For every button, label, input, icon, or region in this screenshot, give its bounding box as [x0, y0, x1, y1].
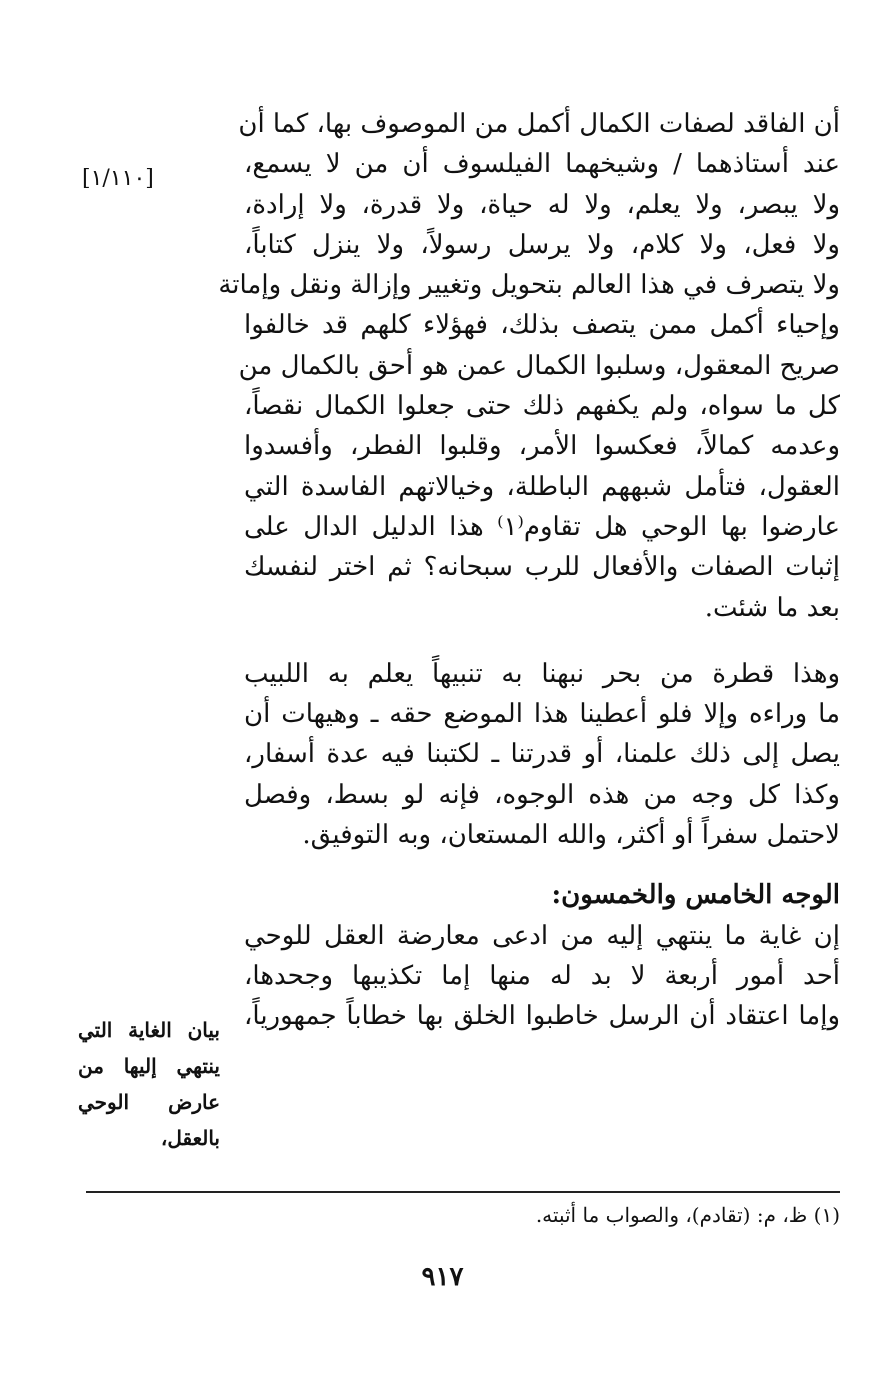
side-note-line: عارض الوحي	[78, 1090, 220, 1114]
text-line: أحد أمور أربعة لا بد له منها إما تكذيبها وجحدها،	[244, 960, 840, 991]
side-note	[78, 1012, 220, 1156]
text-line: صريح المعقول، وسلبوا الكمال عمن هو أحق بالكمال من	[238, 350, 840, 381]
text-line: وهذا قطرة من بحر نبهنا به تنبيهاً يعلم به اللبيب	[244, 658, 840, 689]
text-line: وكذا كل وجه من هذه الوجوه، فإنه لو بسط، وفصل	[244, 779, 840, 810]
text-line: ولا يبصر، ولا يعلم، ولا له حياة، ولا قدرة، ولا إرادة،	[244, 189, 840, 220]
text-line: العقول، فتأمل شبههم الباطلة، وخيالاتهم الفاسدة التي	[244, 471, 840, 502]
text-line: إن غاية ما ينتهي إليه من ادعى معارضة العقل للوحي	[244, 920, 840, 951]
side-note-line: بيان الغاية التي	[78, 1018, 220, 1042]
text-line: وإما اعتقاد أن الرسل خاطبوا الخلق بها خطاباً جمهورياً،	[244, 1001, 840, 1032]
text-line: بعد ما شئت.	[704, 592, 840, 623]
text-line: وإحياء أكمل ممن يتصف بذلك، فهؤلاء كلهم قد خالفوا	[244, 310, 840, 341]
text-line: ولا يتصرف في هذا العالم بتحويل وتغيير وإزالة ونقل وإماتة	[218, 270, 840, 301]
text-line: أن الفاقد لصفات الكمال أكمل من الموصوف بها، كما أن	[238, 109, 840, 139]
footnote-divider	[86, 1191, 840, 1193]
side-note-line: ينتهي إليها من	[78, 1054, 220, 1078]
side-note-line: بالعقل،	[160, 1126, 220, 1150]
text-line: يصل إلى ذلك علمنا، أو قدرتنا ـ لكتبنا فيه عدة أسفار،	[244, 739, 840, 770]
paragraph-3	[244, 916, 840, 1037]
heading-text: الوجه الخامس والخمسون:	[551, 880, 840, 911]
main-text	[218, 104, 840, 1037]
text-line: عارضوا بها الوحي هل تقاوم⁽١⁾ هذا الدليل الدال على	[244, 511, 840, 542]
text-line: عند أستاذهما / وشيخهما الفيلسوف أن من لا يسمع،	[244, 149, 840, 180]
text-line: ما وراءه وإلا فلو أعطينا هذا الموضع حقه ـ وهيهات أن	[244, 699, 840, 730]
section-heading	[244, 875, 840, 915]
footnote: (١) ظ، م: (تقادم)، والصواب ما أثبته.	[535, 1203, 840, 1227]
page-number: ٩١٧	[421, 1262, 464, 1292]
text-line: لاحتمل سفراً أو أكثر، والله المستعان، وبه التوفيق.	[302, 820, 840, 851]
paragraph-1	[218, 104, 840, 628]
text-line: إثبات الصفات والأفعال للرب سبحانه؟ ثم اختر لنفسك	[244, 552, 840, 583]
text-line: وعدمه كمالاً، فعكسوا الأمر، وقلبوا الفطر، وأفسدوا	[244, 431, 840, 462]
paragraph-2	[244, 654, 840, 855]
margin-reference: [١/١١٠]	[82, 166, 154, 191]
text-line: ولا فعل، ولا كلام، ولا يرسل رسولاً، ولا ينزل كتاباً،	[244, 229, 840, 260]
text-line: كل ما سواه، ولم يكفهم ذلك حتى جعلوا الكمال نقصاً،	[244, 391, 840, 422]
